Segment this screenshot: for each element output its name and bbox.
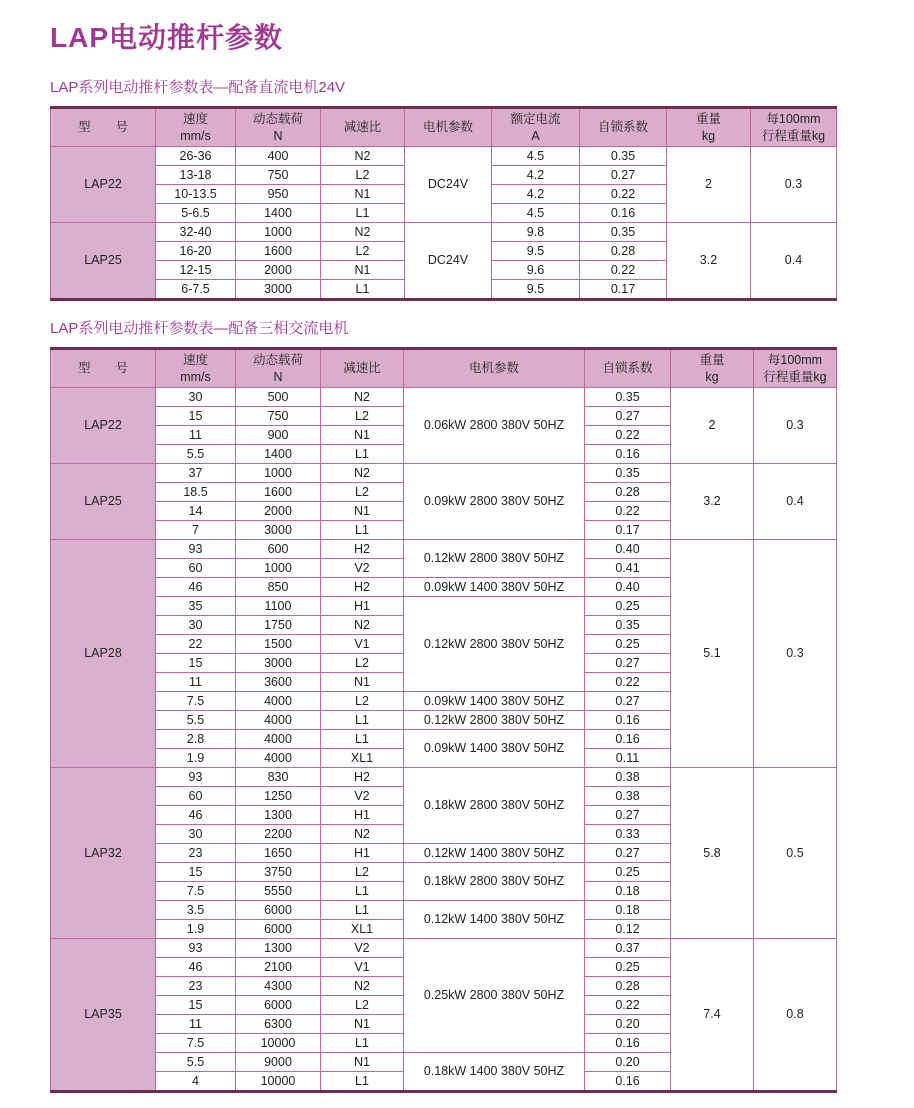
load-cell: 500: [236, 388, 321, 407]
column-header: 重量 kg: [671, 349, 754, 388]
load-cell: 2000: [236, 261, 321, 280]
ratio-cell: H2: [321, 540, 404, 559]
model-cell: LAP32: [51, 768, 156, 939]
ratio-cell: L2: [321, 483, 404, 502]
load-cell: 1100: [236, 597, 321, 616]
lock-coefficient-cell: 0.27: [580, 166, 667, 185]
ratio-cell: L2: [321, 692, 404, 711]
current-cell: 9.6: [492, 261, 580, 280]
load-cell: 1300: [236, 939, 321, 958]
column-header: 型 号: [51, 349, 156, 388]
lock-coefficient-cell: 0.35: [585, 388, 671, 407]
lock-coefficient-cell: 0.20: [585, 1015, 671, 1034]
speed-cell: 13-18: [156, 166, 236, 185]
column-header: 自锁系数: [580, 108, 667, 147]
load-cell: 1600: [236, 242, 321, 261]
ratio-cell: V1: [321, 635, 404, 654]
ac-table-mount: [50, 347, 914, 1093]
table-row: [51, 939, 837, 958]
speed-cell: 5.5: [156, 1053, 236, 1072]
column-header: 电机参数: [405, 108, 492, 147]
speed-cell: 11: [156, 1015, 236, 1034]
lock-coefficient-cell: 0.22: [585, 673, 671, 692]
motor-cell: 0.12kW 1400 380V 50HZ: [404, 844, 585, 863]
column-header: 额定电流 A: [492, 108, 580, 147]
load-cell: 1500: [236, 635, 321, 654]
current-cell: 4.2: [492, 166, 580, 185]
ratio-cell: XL1: [321, 920, 404, 939]
weight-cell: 2: [667, 147, 751, 223]
column-header: 动态载荷 N: [236, 108, 321, 147]
column-header: 动态载荷 N: [236, 349, 321, 388]
load-cell: 2100: [236, 958, 321, 977]
table-row: [51, 768, 837, 787]
speed-cell: 14: [156, 502, 236, 521]
ratio-cell: H1: [321, 806, 404, 825]
column-header: 减速比: [321, 108, 405, 147]
lock-coefficient-cell: 0.40: [585, 540, 671, 559]
speed-cell: 15: [156, 654, 236, 673]
speed-cell: 32-40: [156, 223, 236, 242]
motor-cell: 0.12kW 2800 380V 50HZ: [404, 540, 585, 578]
load-cell: 1000: [236, 464, 321, 483]
ratio-cell: N1: [321, 1053, 404, 1072]
ratio-cell: V2: [321, 939, 404, 958]
speed-cell: 22: [156, 635, 236, 654]
load-cell: 1250: [236, 787, 321, 806]
load-cell: 400: [236, 147, 321, 166]
speed-cell: 1.9: [156, 920, 236, 939]
column-header: 自锁系数: [585, 349, 671, 388]
lock-coefficient-cell: 0.12: [585, 920, 671, 939]
lock-coefficient-cell: 0.18: [585, 901, 671, 920]
load-cell: 1000: [236, 223, 321, 242]
ratio-cell: H2: [321, 768, 404, 787]
header-row: [51, 349, 837, 388]
motor-cell: 0.09kW 1400 380V 50HZ: [404, 730, 585, 768]
load-cell: 2000: [236, 502, 321, 521]
dc-table-mount: [50, 106, 914, 301]
motor-cell: 0.12kW 2800 380V 50HZ: [404, 711, 585, 730]
lock-coefficient-cell: 0.25: [585, 597, 671, 616]
lock-coefficient-cell: 0.16: [585, 1072, 671, 1092]
load-cell: 4300: [236, 977, 321, 996]
speed-cell: 46: [156, 806, 236, 825]
ratio-cell: L2: [321, 407, 404, 426]
load-cell: 6000: [236, 901, 321, 920]
lock-coefficient-cell: 0.22: [585, 426, 671, 445]
lock-coefficient-cell: 0.22: [580, 185, 667, 204]
lock-coefficient-cell: 0.28: [580, 242, 667, 261]
model-cell: LAP22: [51, 388, 156, 464]
ratio-cell: L1: [321, 711, 404, 730]
dc-table-subtitle: LAP系列电动推杆参数表—配备直流电机24V: [50, 79, 346, 96]
lock-coefficient-cell: 0.27: [585, 806, 671, 825]
ratio-cell: L1: [321, 204, 405, 223]
column-header: 重量 kg: [667, 108, 751, 147]
column-header: 每100mm 行程重量kg: [754, 349, 837, 388]
lock-coefficient-cell: 0.33: [585, 825, 671, 844]
lock-coefficient-cell: 0.22: [585, 502, 671, 521]
lock-coefficient-cell: 0.41: [585, 559, 671, 578]
load-cell: 900: [236, 426, 321, 445]
speed-cell: 11: [156, 426, 236, 445]
speed-cell: 93: [156, 939, 236, 958]
ratio-cell: N1: [321, 426, 404, 445]
ratio-cell: V1: [321, 958, 404, 977]
ratio-cell: N2: [321, 825, 404, 844]
column-header: 每100mm 行程重量kg: [751, 108, 837, 147]
ratio-cell: L1: [321, 445, 404, 464]
speed-cell: 93: [156, 768, 236, 787]
load-cell: 4000: [236, 692, 321, 711]
ratio-cell: N2: [321, 977, 404, 996]
motor-cell: 0.18kW 1400 380V 50HZ: [404, 1053, 585, 1092]
weight-cell: 5.1: [671, 540, 754, 768]
speed-cell: 30: [156, 825, 236, 844]
load-cell: 1650: [236, 844, 321, 863]
lock-coefficient-cell: 0.38: [585, 787, 671, 806]
column-header: 型 号: [51, 108, 156, 147]
lock-coefficient-cell: 0.40: [585, 578, 671, 597]
ratio-cell: V2: [321, 559, 404, 578]
load-cell: 3600: [236, 673, 321, 692]
weight-cell: 3.2: [671, 464, 754, 540]
current-cell: 4.5: [492, 204, 580, 223]
load-cell: 1400: [236, 204, 321, 223]
table-row: [51, 540, 837, 559]
lock-coefficient-cell: 0.38: [585, 768, 671, 787]
ratio-cell: L2: [321, 863, 404, 882]
ac-table-subtitle: LAP系列电动推杆参数表—配备三相交流电机: [50, 320, 349, 337]
lock-coefficient-cell: 0.28: [585, 977, 671, 996]
lock-coefficient-cell: 0.35: [580, 147, 667, 166]
model-cell: LAP35: [51, 939, 156, 1092]
ratio-cell: L1: [321, 1072, 404, 1092]
ratio-cell: N2: [321, 464, 404, 483]
load-cell: 1750: [236, 616, 321, 635]
load-cell: 600: [236, 540, 321, 559]
ratio-cell: L2: [321, 166, 405, 185]
speed-cell: 37: [156, 464, 236, 483]
per-100mm-weight-cell: 0.4: [754, 464, 837, 540]
speed-cell: 46: [156, 578, 236, 597]
load-cell: 1000: [236, 559, 321, 578]
weight-cell: 5.8: [671, 768, 754, 939]
ratio-cell: N2: [321, 616, 404, 635]
current-cell: 9.8: [492, 223, 580, 242]
page-title: LAP电动推杆参数: [50, 22, 284, 53]
load-cell: 3000: [236, 521, 321, 540]
ratio-cell: L2: [321, 996, 404, 1015]
ratio-cell: L1: [321, 1034, 404, 1053]
lock-coefficient-cell: 0.11: [585, 749, 671, 768]
load-cell: 4000: [236, 730, 321, 749]
per-100mm-weight-cell: 0.3: [751, 147, 837, 223]
column-header: 速度 mm/s: [156, 108, 236, 147]
column-header: 减速比: [321, 349, 404, 388]
lock-coefficient-cell: 0.16: [585, 445, 671, 464]
speed-cell: 60: [156, 559, 236, 578]
motor-cell: DC24V: [405, 223, 492, 300]
lock-coefficient-cell: 0.16: [580, 204, 667, 223]
lock-coefficient-cell: 0.35: [585, 616, 671, 635]
load-cell: 850: [236, 578, 321, 597]
speed-cell: 6-7.5: [156, 280, 236, 300]
lock-coefficient-cell: 0.25: [585, 863, 671, 882]
lock-coefficient-cell: 0.25: [585, 958, 671, 977]
speed-cell: 15: [156, 996, 236, 1015]
ratio-cell: N2: [321, 388, 404, 407]
speed-cell: 23: [156, 844, 236, 863]
table-row: [51, 388, 837, 407]
speed-cell: 18.5: [156, 483, 236, 502]
load-cell: 830: [236, 768, 321, 787]
lock-coefficient-cell: 0.17: [580, 280, 667, 300]
speed-cell: 46: [156, 958, 236, 977]
load-cell: 1600: [236, 483, 321, 502]
load-cell: 6300: [236, 1015, 321, 1034]
model-cell: LAP22: [51, 147, 156, 223]
per-100mm-weight-cell: 0.8: [754, 939, 837, 1092]
speed-cell: 93: [156, 540, 236, 559]
motor-cell: DC24V: [405, 147, 492, 223]
speed-cell: 5-6.5: [156, 204, 236, 223]
load-cell: 750: [236, 166, 321, 185]
motor-cell: 0.09kW 1400 380V 50HZ: [404, 692, 585, 711]
parameters-table: [50, 106, 837, 301]
motor-cell: 0.09kW 1400 380V 50HZ: [404, 578, 585, 597]
ratio-cell: N1: [321, 502, 404, 521]
motor-cell: 0.18kW 2800 380V 50HZ: [404, 768, 585, 844]
ratio-cell: N1: [321, 261, 405, 280]
ratio-cell: L1: [321, 882, 404, 901]
column-header: 速度 mm/s: [156, 349, 236, 388]
speed-cell: 7: [156, 521, 236, 540]
motor-cell: 0.06kW 2800 380V 50HZ: [404, 388, 585, 464]
table-row: [51, 223, 837, 242]
ratio-cell: N1: [321, 1015, 404, 1034]
speed-cell: 35: [156, 597, 236, 616]
model-cell: LAP25: [51, 464, 156, 540]
load-cell: 950: [236, 185, 321, 204]
speed-cell: 7.5: [156, 692, 236, 711]
ratio-cell: N2: [321, 223, 405, 242]
load-cell: 10000: [236, 1072, 321, 1092]
lock-coefficient-cell: 0.35: [580, 223, 667, 242]
lock-coefficient-cell: 0.35: [585, 464, 671, 483]
ratio-cell: H1: [321, 844, 404, 863]
load-cell: 5550: [236, 882, 321, 901]
lock-coefficient-cell: 0.25: [585, 635, 671, 654]
lock-coefficient-cell: 0.37: [585, 939, 671, 958]
motor-cell: 0.25kW 2800 380V 50HZ: [404, 939, 585, 1053]
speed-cell: 1.9: [156, 749, 236, 768]
column-header: 电机参数: [404, 349, 585, 388]
header-row: [51, 108, 837, 147]
lock-coefficient-cell: 0.16: [585, 711, 671, 730]
speed-cell: 30: [156, 616, 236, 635]
ratio-cell: N1: [321, 673, 404, 692]
table-row: [51, 464, 837, 483]
lock-coefficient-cell: 0.16: [585, 1034, 671, 1053]
weight-cell: 7.4: [671, 939, 754, 1092]
ratio-cell: XL1: [321, 749, 404, 768]
speed-cell: 15: [156, 407, 236, 426]
ratio-cell: V2: [321, 787, 404, 806]
lock-coefficient-cell: 0.20: [585, 1053, 671, 1072]
load-cell: 4000: [236, 749, 321, 768]
per-100mm-weight-cell: 0.3: [754, 388, 837, 464]
motor-cell: 0.12kW 2800 380V 50HZ: [404, 597, 585, 692]
load-cell: 4000: [236, 711, 321, 730]
load-cell: 10000: [236, 1034, 321, 1053]
speed-cell: 7.5: [156, 1034, 236, 1053]
speed-cell: 3.5: [156, 901, 236, 920]
speed-cell: 11: [156, 673, 236, 692]
speed-cell: 2.8: [156, 730, 236, 749]
lock-coefficient-cell: 0.18: [585, 882, 671, 901]
ratio-cell: L1: [321, 901, 404, 920]
table-row: [51, 147, 837, 166]
parameters-table: [50, 347, 837, 1093]
model-cell: LAP25: [51, 223, 156, 300]
load-cell: 6000: [236, 996, 321, 1015]
lock-coefficient-cell: 0.27: [585, 692, 671, 711]
ratio-cell: L1: [321, 280, 405, 300]
ratio-cell: H2: [321, 578, 404, 597]
load-cell: 1400: [236, 445, 321, 464]
load-cell: 750: [236, 407, 321, 426]
lock-coefficient-cell: 0.27: [585, 654, 671, 673]
per-100mm-weight-cell: 0.5: [754, 768, 837, 939]
speed-cell: 12-15: [156, 261, 236, 280]
speed-cell: 5.5: [156, 445, 236, 464]
current-cell: 9.5: [492, 280, 580, 300]
load-cell: 3750: [236, 863, 321, 882]
ratio-cell: N1: [321, 185, 405, 204]
load-cell: 1300: [236, 806, 321, 825]
lock-coefficient-cell: 0.22: [585, 996, 671, 1015]
motor-cell: 0.09kW 2800 380V 50HZ: [404, 464, 585, 540]
load-cell: 3000: [236, 654, 321, 673]
speed-cell: 60: [156, 787, 236, 806]
speed-cell: 15: [156, 863, 236, 882]
ratio-cell: N2: [321, 147, 405, 166]
current-cell: 4.5: [492, 147, 580, 166]
lock-coefficient-cell: 0.16: [585, 730, 671, 749]
ratio-cell: L1: [321, 521, 404, 540]
load-cell: 6000: [236, 920, 321, 939]
lock-coefficient-cell: 0.17: [585, 521, 671, 540]
weight-cell: 2: [671, 388, 754, 464]
per-100mm-weight-cell: 0.4: [751, 223, 837, 300]
weight-cell: 3.2: [667, 223, 751, 300]
per-100mm-weight-cell: 0.3: [754, 540, 837, 768]
lock-coefficient-cell: 0.22: [580, 261, 667, 280]
load-cell: 3000: [236, 280, 321, 300]
speed-cell: 16-20: [156, 242, 236, 261]
lock-coefficient-cell: 0.28: [585, 483, 671, 502]
model-cell: LAP28: [51, 540, 156, 768]
ratio-cell: L2: [321, 242, 405, 261]
load-cell: 2200: [236, 825, 321, 844]
lock-coefficient-cell: 0.27: [585, 844, 671, 863]
motor-cell: 0.12kW 1400 380V 50HZ: [404, 901, 585, 939]
ratio-cell: L1: [321, 730, 404, 749]
load-cell: 9000: [236, 1053, 321, 1072]
speed-cell: 4: [156, 1072, 236, 1092]
speed-cell: 7.5: [156, 882, 236, 901]
lock-coefficient-cell: 0.27: [585, 407, 671, 426]
motor-cell: 0.18kW 2800 380V 50HZ: [404, 863, 585, 901]
speed-cell: 10-13.5: [156, 185, 236, 204]
ratio-cell: H1: [321, 597, 404, 616]
speed-cell: 23: [156, 977, 236, 996]
speed-cell: 26-36: [156, 147, 236, 166]
speed-cell: 30: [156, 388, 236, 407]
ratio-cell: L2: [321, 654, 404, 673]
current-cell: 4.2: [492, 185, 580, 204]
current-cell: 9.5: [492, 242, 580, 261]
speed-cell: 5.5: [156, 711, 236, 730]
